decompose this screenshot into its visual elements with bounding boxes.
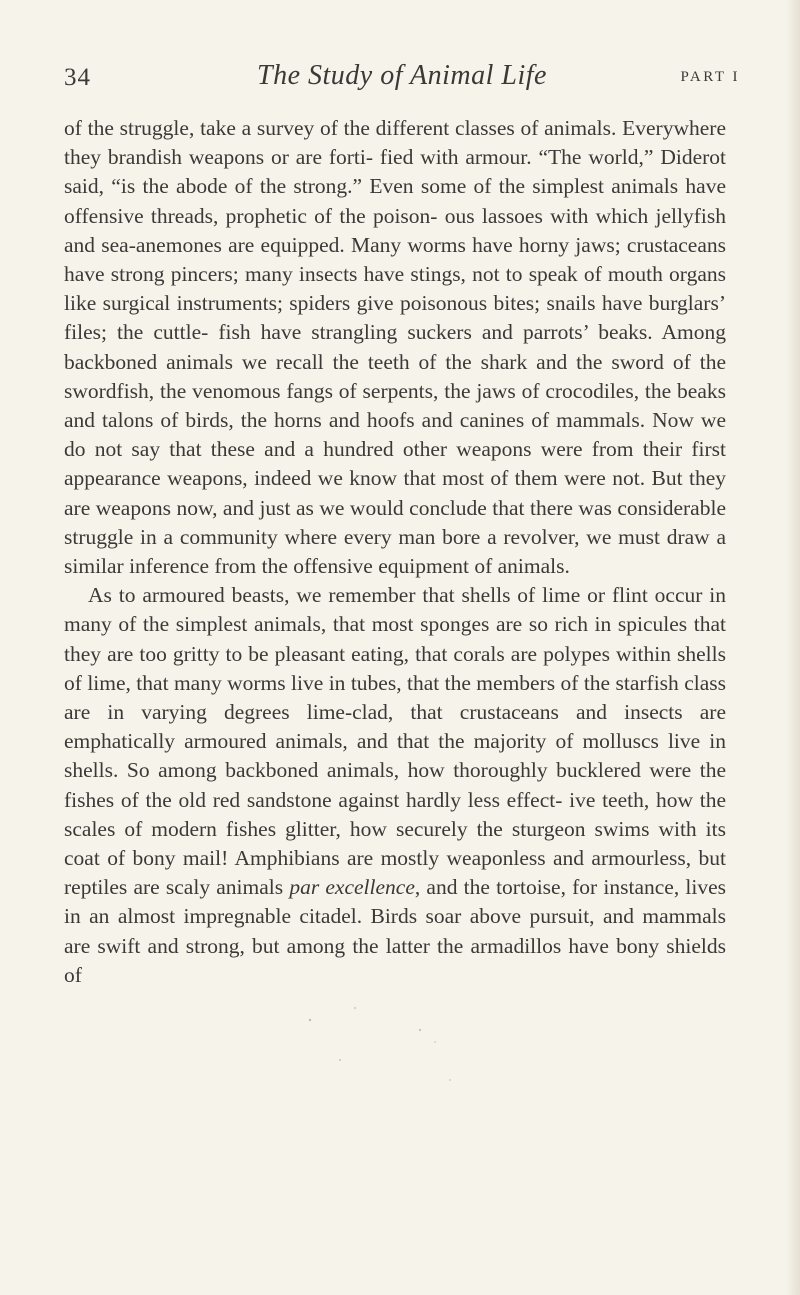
paragraph-2 [64, 581, 726, 990]
paragraph-2-text-after-italic: , and the tortoise, for instance, lives in an almost impregnable citadel. Birds soar above pursuit, and mammals are swift and strong, but among the latter the armadillos have bony shields of [64, 875, 726, 987]
paragraph-1-text: of the struggle, take a survey of the different classes of animals. Everywhere they brandish weapons or are forti- fied with armour. “The world,” Diderot said, “is the abode of the strong.” Even some of the simplest animals have offensive threads, prophetic of the poison- ous lassoes with which jellyfish and sea-anemones are equipped. Many worms have horny jaws; crustaceans have strong pincers; many insects have stings, not to speak of mouth organs like surgical instruments; spiders give poisonous bites; snails have burglars’ files; the cuttle- fish have strangling suckers and parrots’ beaks. Among backboned animals we recall the teeth of the shark and the sword of the swordfish, the venomous fangs of serpents, the jaws of crocodiles, the beaks and talons of birds, the horns and hoofs and canines of mammals. Now we do not say that these and a hundred other weapons were from their first appearance weapons, indeed we know that most of them were not. But they are weapons now, and just as we would conclude that there was considerable struggle in a community where every man bore a revolver, we must draw a similar inference from the offensive equipment of animals. [64, 116, 726, 579]
part-label: PART I [680, 69, 740, 85]
paragraph-1 [64, 114, 726, 581]
running-head [64, 60, 740, 100]
body-text [64, 114, 726, 990]
book-title: The Study of Animal Life [257, 60, 547, 91]
italic-phrase: par excellence [289, 875, 415, 900]
page-edge-shadow [786, 0, 800, 1295]
scan-specks [300, 1000, 500, 1100]
page-number: 34 [64, 64, 91, 91]
paragraph-2-text-before-italic: As to armoured beasts, we remember that shells of lime or flint occur in many of the simplest animals, that most sponges are so rich in spicules that they are too gritty to be pleasant eating, that corals are polypes within shells of lime, that many worms live in tubes, that the members of the starfish class are in varying degrees lime-clad, that crustaceans and insects are emphatically armoured animals, and that the majority of molluscs live in shells. So among backboned animals, how thoroughly bucklered were the fishes of the old red sandstone against hardly less effect- ive teeth, how the scales of modern fishes glitter, how securely the sturgeon swims with its coat of bony mail! Amphibians are mostly weaponless and armourless, but reptiles are scaly animals [64, 583, 726, 900]
